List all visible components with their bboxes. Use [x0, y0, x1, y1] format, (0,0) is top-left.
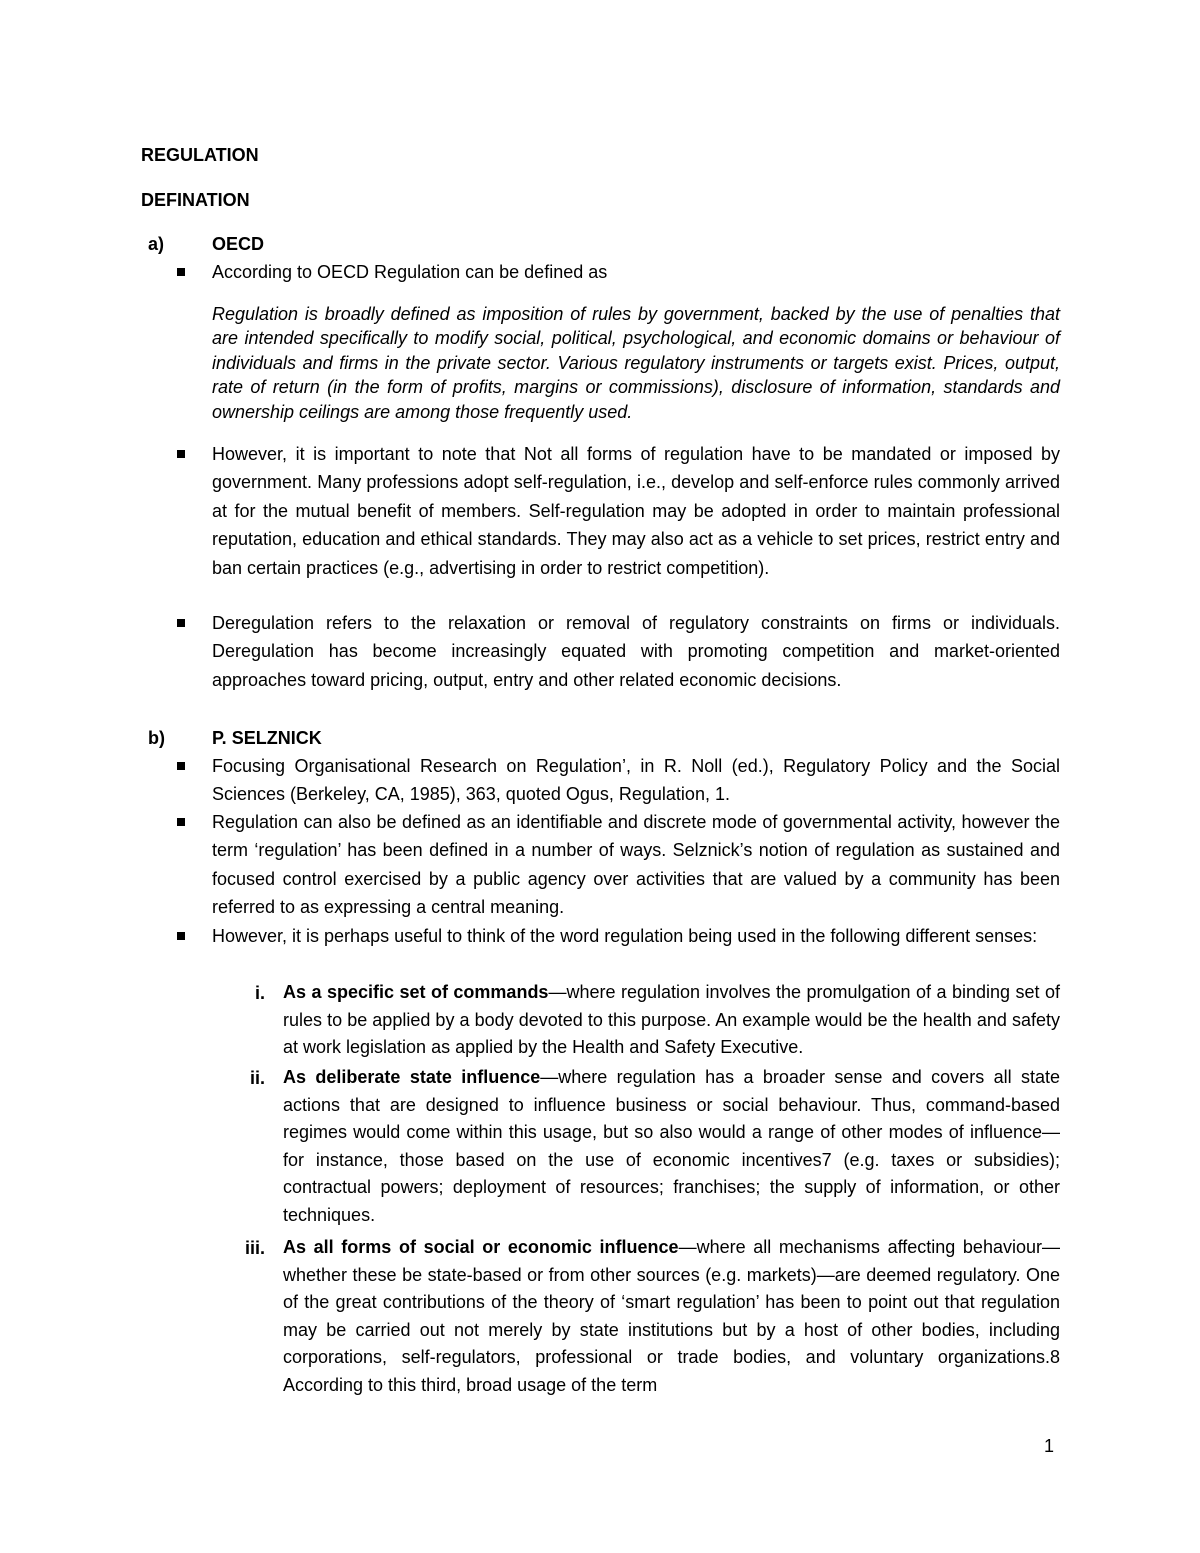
- subsection-name: P. SELZNICK: [212, 728, 322, 748]
- square-bullet-icon: [177, 762, 185, 770]
- roman-numeral-label: iii.: [244, 1238, 265, 1258]
- bullet-text: However, it is perhaps useful to think of the word regulation being used in the following different senses:: [212, 926, 1038, 946]
- sense-text: [283, 1064, 1060, 1230]
- square-bullet-icon: [177, 818, 185, 826]
- roman-numeral-label: ii.: [249, 1068, 265, 1088]
- bullet-item: [212, 752, 1060, 809]
- sense-body: —where regulation involves the promulgation of a binding set of rules to be applied by a body devoted to this purpose. An example would be the health and safety at work legislation as applied by the Health and Safety Executive.: [283, 982, 1060, 1058]
- subsection-name: OECD: [212, 234, 265, 254]
- document-title: REGULATION: [141, 145, 259, 165]
- bullet-item: [212, 609, 1060, 694]
- square-bullet-icon: [177, 932, 185, 940]
- sense-item: [254, 979, 1060, 1062]
- bullet-text: However, it is important to note that Not all forms of regulation have to be mandated or imposed by government. Many professions adopt self-regulation, i.e., develop and self-enforce rules commonly arrived at for the mutual benefit of members. Self-regulation may be adopted in order to maintain professional reputation, education and ethical standards. They may also act as a vehicle to set prices, restrict entry and ban certain practices (e.g., advertising in order to restrict competition).: [212, 444, 1060, 578]
- roman-numeral-label: i.: [254, 983, 265, 1003]
- bullet-text: Deregulation refers to the relaxation or removal of regulatory constraints on firms or individuals. Deregulation has become increasingly equated with promoting competition and market-oriented approaches toward pricing, output, entry and other related economic decisions.: [212, 613, 1060, 690]
- oecd-definition-quote: Regulation is broadly defined as imposition of rules by government, backed by the use of penalties that are intended specifically to modify social, political, psychological, and economic domains or behaviour of individuals and firms in the private sector. Various regulatory instruments or targets exist. Prices, output, rate of return (in the form of profits, margins or commissions), disclosure of information, standards and ownership ceilings are among those frequently used.: [212, 304, 1060, 422]
- sense-item: [244, 1234, 1060, 1400]
- sense-lead: As all forms of social or economic influence: [283, 1237, 679, 1257]
- bullet-item: [212, 258, 1060, 286]
- sense-lead: As a specific set of commands: [283, 982, 549, 1002]
- bullet-text: According to OECD Regulation can be defined as: [212, 262, 608, 282]
- sense-text: [283, 1234, 1060, 1400]
- bullet-text: Focusing Organisational Research on Regulation’, in R. Noll (ed.), Regulatory Policy and the Social Sciences (Berkeley, CA, 1985), 363, quoted Ogus, Regulation, 1.: [212, 756, 1060, 805]
- square-bullet-icon: [177, 619, 185, 627]
- sense-lead: As deliberate state influence: [283, 1067, 541, 1087]
- bullet-item: [212, 922, 1060, 950]
- sense-item: [249, 1064, 1060, 1230]
- square-bullet-icon: [177, 450, 185, 458]
- sense-text: [283, 979, 1060, 1062]
- square-bullet-icon: [177, 268, 185, 276]
- page-number: 1: [1044, 1436, 1055, 1456]
- bullet-text: Regulation can also be defined as an identifiable and discrete mode of governmental activity, however the term ‘regulation’ has been defined in a number of ways. Selznick’s notion of regulation as sustained and focused control exercised by a public agency over activities that are valued by a community has been referred to as expressing a central meaning.: [212, 812, 1060, 918]
- section-heading: DEFINATION: [141, 190, 250, 210]
- subsection-letter: b): [148, 728, 165, 748]
- bullet-item: [212, 440, 1060, 582]
- subsection-letter: a): [148, 234, 165, 254]
- sense-body: —where all mechanisms affecting behaviour—whether these be state-based or from other sources (e.g. markets)—are deemed regulatory. One of the great contributions of the theory of ‘smart regulation’ has been to point out that regulation may be carried out not merely by state institutions but by a host of other bodies, including corporations, self-regulators, professional or trade bodies, and voluntary organizations.8 According to this third, broad usage of the term: [283, 1237, 1060, 1395]
- sense-body: —where regulation has a broader sense and covers all state actions that are designed to influence business or social behaviour. Thus, command-based regimes would come within this usage, but so also would a range of other modes of influence—for instance, those based on the use of economic incentives7 (e.g. taxes or subsidies); contractual powers; deployment of resources; franchises; the supply of information, or other techniques.: [283, 1067, 1060, 1225]
- bullet-item: [212, 808, 1060, 922]
